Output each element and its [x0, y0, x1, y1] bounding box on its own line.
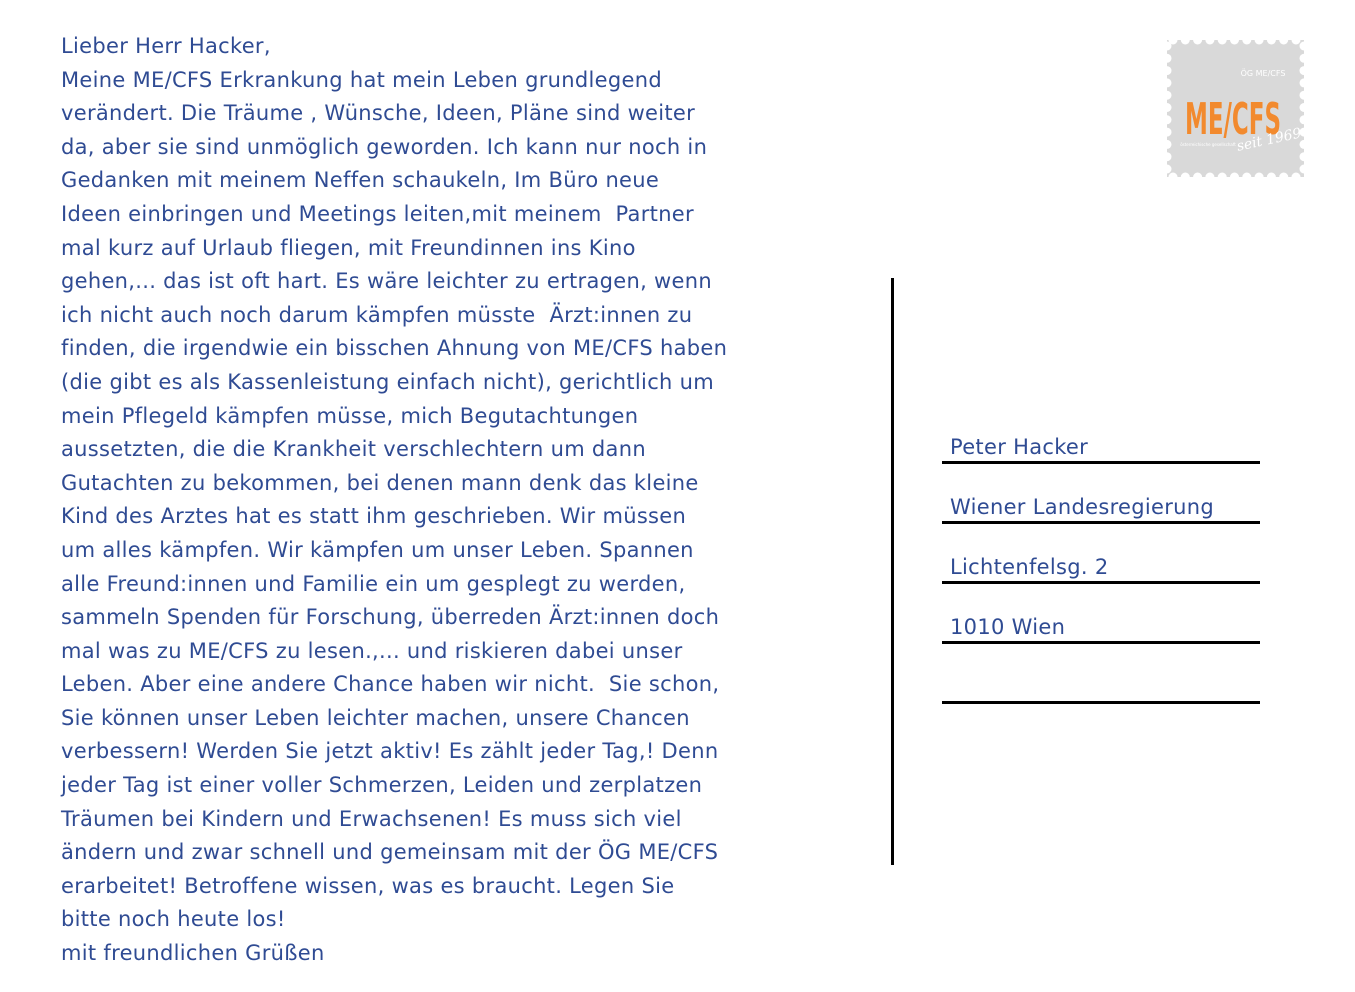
recipient-name: Peter Hacker: [950, 435, 1089, 459]
letter-line: finden, die irgendwie ein bisschen Ahnung von ME/CFS haben: [61, 336, 728, 361]
recipient-city: 1010 Wien: [950, 615, 1066, 639]
letter-line: bitte noch heute los!: [61, 907, 286, 932]
address-block: [942, 432, 1260, 704]
letter-line: mein Pflegeld kämpfen müsse, mich Begutachtungen: [61, 403, 639, 428]
letter-line: verändert. Die Träume , Wünsche, Ideen, Pläne sind weiter: [61, 101, 696, 126]
letter-line: Lieber Herr Hacker,: [61, 34, 271, 58]
letter-line: Ideen einbringen und Meetings leiten,mit meinem Partner: [61, 201, 694, 226]
letter-line: ich nicht auch noch darum kämpfen müsste Ärzt:innen zu: [61, 302, 693, 327]
letter-line: gehen,... das ist oft hart. Es wäre leichter zu ertragen, wenn: [61, 269, 712, 294]
letter-line: (die gibt es als Kassenleistung einfach nicht), gerichtlich um: [61, 369, 714, 394]
letter-line: mal kurz auf Urlaub fliegen, mit Freundinnen ins Kino: [61, 235, 636, 260]
stamp-logo-text: ME/CFS: [1185, 94, 1281, 145]
letter-line: Gutachten zu bekommen, bei denen mann denk das kleine: [61, 470, 699, 495]
letter-line: mal was zu ME/CFS zu lesen.,... und riskieren dabei unser: [61, 638, 683, 663]
letter-line: ändern und zwar schnell und gemeinsam mit der ÖG ME/CFS: [61, 840, 719, 865]
letter-line: um alles kämpfen. Wir kämpfen um unser Leben. Spannen: [61, 537, 694, 562]
letter-line: sammeln Spenden für Forschung, überreden Ärzt:innen doch: [61, 605, 720, 630]
letter-line: Leben. Aber eine andere Chance haben wir nicht. Sie schon,: [61, 672, 720, 697]
letter-line: Kind des Arztes hat es statt ihm geschrieben. Wir müssen: [61, 504, 687, 529]
stamp-small-text: österreichische gesellschaft: [1180, 142, 1236, 147]
address-line-street: [942, 524, 1260, 584]
letter-line: verbessern! Werden Sie jetzt aktiv! Es zählt jeder Tag,! Denn: [61, 739, 719, 764]
letter-line: erarbeitet! Betroffene wissen, was es braucht. Legen Sie: [61, 873, 675, 898]
postage-stamp: [1167, 40, 1304, 177]
letter-line: jeder Tag ist einer voller Schmerzen, Leiden und zerplatzen: [61, 773, 703, 798]
letter-line: Sie können unser Leben leichter machen, unsere Chancen: [61, 705, 690, 730]
postcard-divider: [891, 278, 894, 865]
address-line-name: [942, 432, 1260, 464]
stamp-since-text: seit 1969: [1235, 125, 1303, 155]
letter-line: mit freundlichen Grüßen: [61, 941, 325, 966]
address-line-organization: [942, 464, 1260, 524]
letter-line: aussetzten, die die Krankheit verschlechtern um dann: [61, 437, 646, 462]
letter-body: [61, 30, 861, 971]
recipient-street: Lichtenfelsg. 2: [950, 555, 1109, 579]
letter-line: Gedanken mit meinem Neffen schaukeln, Im Büro neue: [61, 168, 660, 193]
address-line-city: [942, 584, 1260, 644]
stamp-org-label: ÖG ME/CFS: [1240, 69, 1286, 78]
letter-line: Meine ME/CFS Erkrankung hat mein Leben grundlegend: [61, 67, 662, 92]
address-line-empty: [942, 644, 1260, 704]
recipient-organization: Wiener Landesregierung: [950, 495, 1215, 519]
letter-line: alle Freund:innen und Familie ein um gesplegt zu werden,: [61, 571, 686, 596]
letter-line: da, aber sie sind unmöglich geworden. Ich kann nur noch in: [61, 134, 708, 159]
letter-line: Träumen bei Kindern und Erwachsenen! Es muss sich viel: [61, 806, 682, 831]
